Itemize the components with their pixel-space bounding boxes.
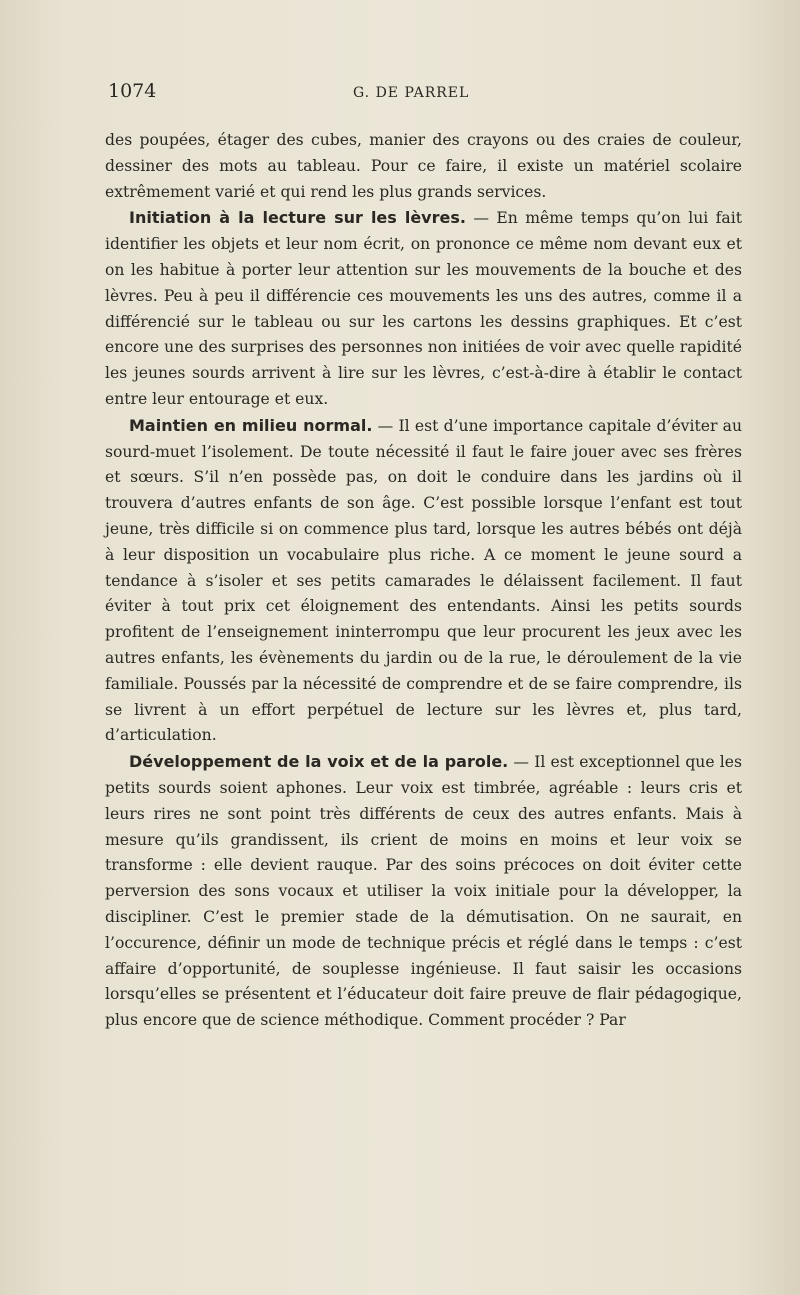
paragraph-text: des poupées, étager des cubes, manier des crayons ou des craies de couleur, dessiner des mots au tableau. Pour ce faire, il existe un matériel scolaire extrêmement varié et qui rend les plus grands services.	[105, 131, 742, 201]
paragraph-text: — Il est exceptionnel que les petits sourds soient aphones. Leur voix est timbrée, agréable : leurs cris et leurs rires ne sont point très différents de ceux des autres enfants. Mais à mesure qu’ils grandissent, ils crient de moins en moins et leur voix se transforme : elle devient rauque. Par des soins précoces on doit éviter cette perversion des sons vocaux et utiliser la voix initiale pour la développer, la discipliner. C’est le premier stade de la démutisation. On ne saurait, en l’occurence, définir un mode de technique précis et réglé dans le temps : c’est affaire d’opportunité, de souplesse ingénieuse. Il faut saisir les occasions lorsqu’elles se présentent et l’éducateur doit faire preuve de flair pédagogique, plus encore que de science méthodique. Comment procéder ? Par	[105, 753, 742, 1030]
paragraph-text: — Il est d’une importance capitale d’éviter au sourd-muet l’isolement. De toute nécessité il faut le faire jouer avec ses frères et sœurs. S’il n’en possède pas, on doit le conduire dans les jardins où il trouvera d’autres enfants de son âge. C’est possible lorsque l’enfant est tout jeune, très difficile si on commence plus tard, lorsque les autres bébés ont déjà à leur disposition un vocabulaire plus riche. A ce moment le jeune sourd a tendance à s’isoler et ses petits camarades le délaissent facilement. Il faut éviter à tout prix cet éloignement des entendants. Ainsi les petits sourds profitent de l’enseignement ininterrompu que leur procurent les jeux avec les autres enfants, les évènements du jardin ou de la rue, le déroulement de la vie familiale. Poussés par la nécessité de comprendre et de se faire comprendre, ils se livrent à un effort perpétuel de lecture sur les lèvres et, plus tard, d’articulation.	[105, 416, 742, 745]
paragraph-continuation	[105, 128, 742, 205]
section-heading-lip-reading: Initiation à la lecture sur les lèvres.	[129, 208, 466, 228]
paragraph-voice-development	[105, 749, 742, 1034]
page-header	[108, 80, 742, 110]
page-number: 1074	[108, 80, 157, 102]
running-head: G. DE PARREL	[353, 85, 470, 101]
section-heading-normal-environment: Maintien en milieu normal.	[129, 415, 373, 435]
paragraph-normal-environment	[105, 413, 742, 749]
body-text	[105, 128, 742, 1034]
section-heading-voice-development: Développement de la voix et de la parole.	[129, 752, 509, 772]
paragraph-lip-reading	[105, 205, 742, 412]
paragraph-text: — En même temps qu’on lui fait identifier les objets et leur nom écrit, on prononce ce même nom devant eux et on les habitue à porter leur attention sur les mouvements de la bouche et des lèvres. Peu à peu il différencie ces mouvements les uns des autres, comme il a différencié sur le tableau ou sur les cartons les dessins graphiques. Et c’est encore une des surprises des personnes non initiées de voir avec quelle rapidité les jeunes sourds arrivent à lire sur les lèvres, c’est-à-dire à établir le contact entre leur entourage et eux.	[105, 209, 742, 408]
